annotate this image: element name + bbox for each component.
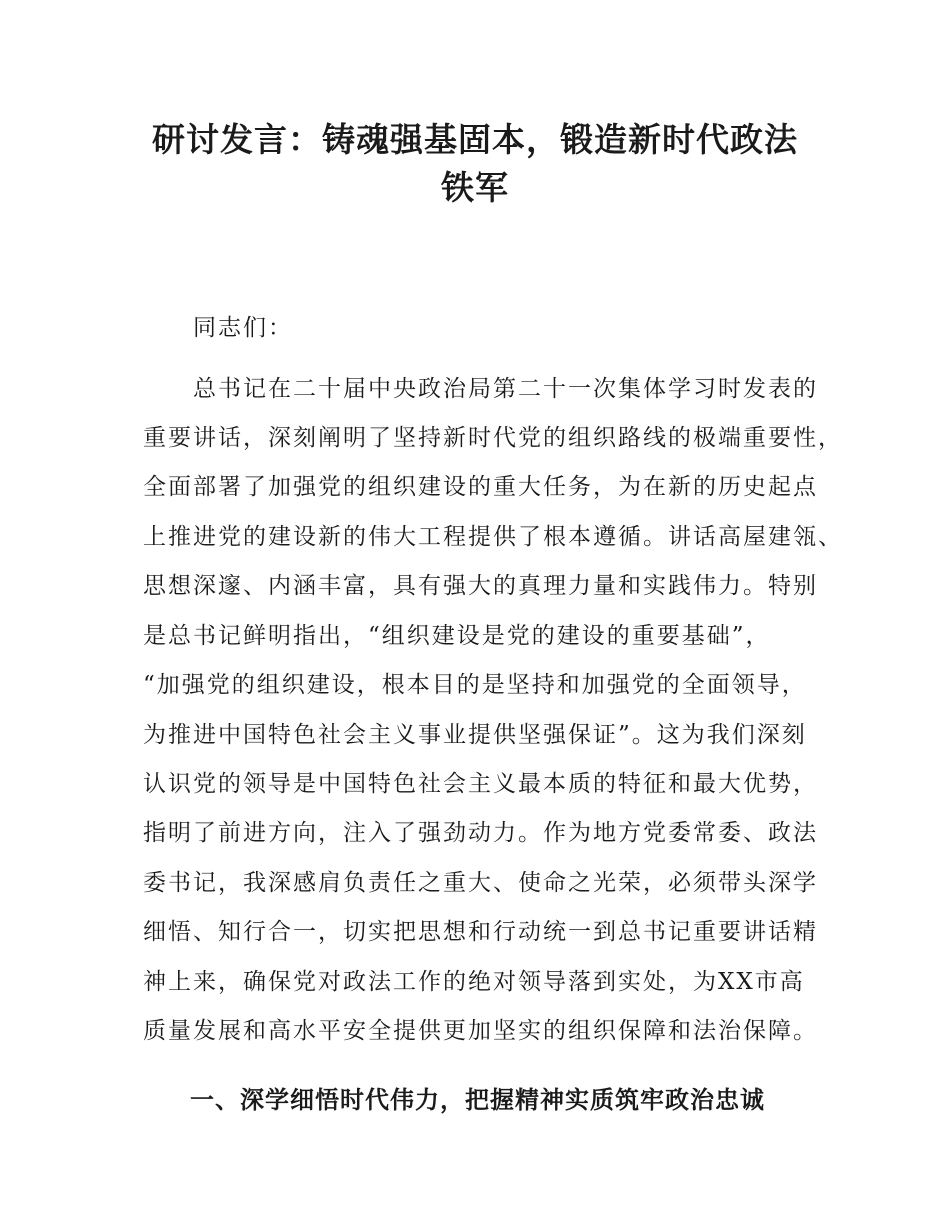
paragraph-line: 全面部署了加强党的组织建设的重大任务，为在新的历史起点 xyxy=(143,474,818,500)
document-title-line-2: 铁军 xyxy=(441,168,509,207)
paragraph-line: 质量发展和高水平安全提供更加坚实的组织保障和法治保障。 xyxy=(143,1018,818,1044)
paragraph-line: 委书记，我深感肩负责任之重大、使命之光荣，必须带头深学 xyxy=(143,870,818,896)
paragraph-line: 细悟、知行合一，切实把思想和行动统一到总书记重要讲话精 xyxy=(143,919,818,945)
paragraph-line: 神上来，确保党对政法工作的绝对领导落到实处，为XX市高 xyxy=(143,969,805,995)
paragraph-line: 重要讲话，深刻阐明了坚持新时代党的组织路线的极端重要性， xyxy=(143,425,843,451)
paragraph-line: 上推进党的建设新的伟大工程提供了根本遵循。讲话高屋建瓴、 xyxy=(143,524,843,550)
paragraph-line: 总书记在二十届中央政治局第二十一次集体学习时发表的 xyxy=(193,376,818,402)
paragraph-line: “加强党的组织建设，根本目的是坚持和加强党的全面领导， xyxy=(143,672,807,698)
paragraph-line: 指明了前进方向，注入了强劲动力。作为地方党委常委、政法 xyxy=(143,820,818,846)
paragraph-line: 是总书记鲜明指出，“组织建设是党的建设的重要基础”， xyxy=(143,623,771,649)
paragraph-line: 认识党的领导是中国特色社会主义最本质的特征和最大优势， xyxy=(143,771,818,797)
document-title-line-1: 研讨发言：铸魂强基固本，锻造新时代政法 xyxy=(152,120,798,159)
section-1-heading: 一、深学细悟时代伟力，把握精神实质筑牢政治忠诚 xyxy=(190,1086,765,1114)
salutation: 同志们： xyxy=(193,315,293,341)
paragraph-line: 为推进中国特色社会主义事业提供坚强保证”。这为我们深刻 xyxy=(143,722,807,748)
paragraph-line: 思想深邃、内涵丰富，具有强大的真理力量和实践伟力。特别 xyxy=(143,573,818,599)
